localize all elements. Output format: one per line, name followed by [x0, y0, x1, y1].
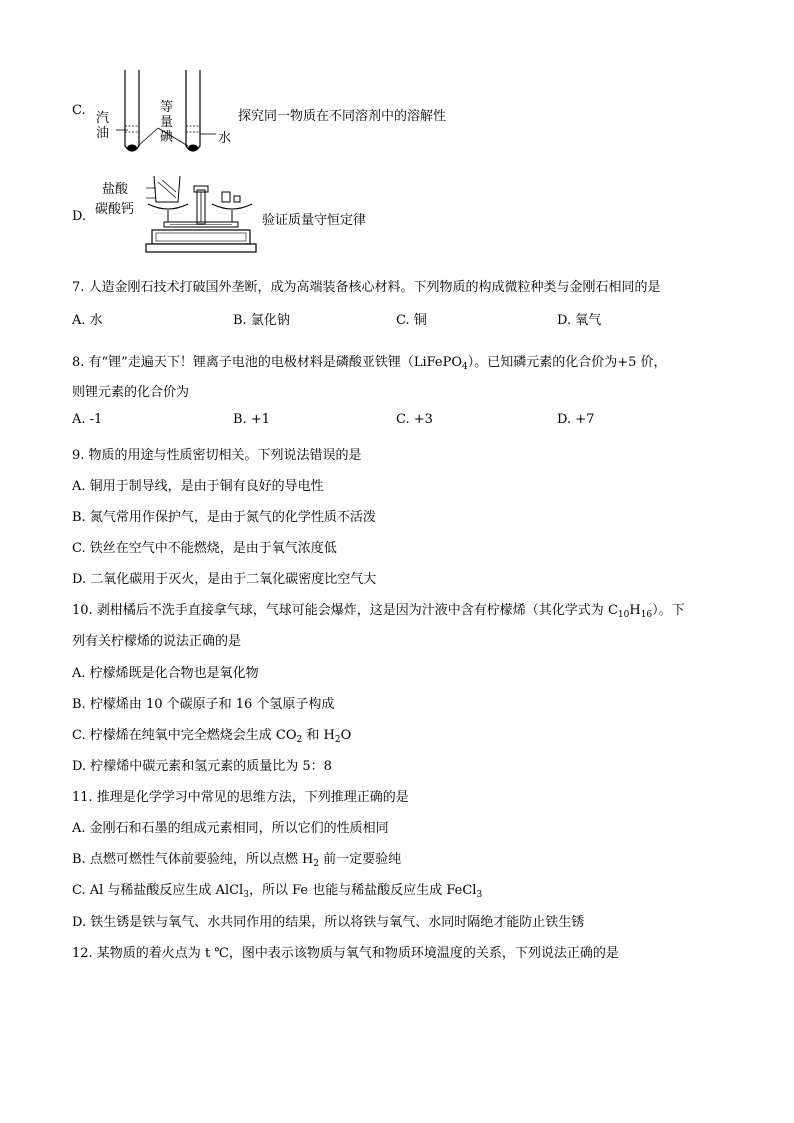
q10-option-c-text2: 和 H	[302, 728, 335, 743]
q9-option-a: A. 铜用于制导线，是由于铜有良好的导电性	[72, 479, 324, 494]
q10-option-c	[72, 724, 351, 745]
q6-c-label-water: 水	[218, 131, 232, 146]
q10-option-b: B. 柠檬烯由 10 个碳原子和 16 个氢原子构成	[72, 697, 335, 712]
q8-stem-text: 8. 有“锂”走遍天下！锂离子电池的电极材料是磷酸亚铁锂（LiFePO	[72, 355, 463, 370]
q7-stem: 7. 人造金刚石技术打破国外垄断，成为高端装备核心材料。下列物质的构成微粒种类与金刚石相同的是	[72, 280, 661, 295]
q6-d-letter: D.	[72, 209, 87, 224]
q8-stem-text-end: ）。已知磷元素的化合价为+5 价，	[467, 355, 667, 370]
q7-option-b: B. 氯化钠	[233, 313, 290, 328]
q10-stem-text-end: ）。下	[652, 603, 685, 618]
q10-option-c-text3: O	[340, 728, 352, 743]
q11-option-d: D. 铁生锈是铁与氧气、水共同作用的结果，所以将铁与氧气、水同时隔绝才能防止铁生锈	[72, 915, 585, 930]
test-tube-left	[125, 70, 139, 152]
q11-option-b-text: B. 点燃可燃性气体前要验纯，所以点燃 H	[72, 852, 314, 867]
q9-option-d: D. 二氧化碳用于灭火，是由于二氧化碳密度比空气大	[72, 572, 377, 587]
q10-subscript-h: 16	[640, 610, 653, 620]
label-char: 油	[96, 126, 110, 141]
q9-stem: 9. 物质的用途与性质密切相关。下列说法错误的是	[72, 448, 362, 463]
q11-option-c-sub1: 3	[243, 890, 249, 900]
q10-option-a: A. 柠檬烯既是化合物也是氧化物	[72, 666, 259, 681]
q10-option-c-text: C. 柠檬烯在纯氧中完全燃烧会生成 CO	[72, 728, 297, 743]
label-char: 量	[160, 115, 174, 130]
q10-subscript-c: 10	[617, 610, 630, 620]
test-tube-right	[186, 70, 200, 152]
q8-option-c: C. +3	[396, 412, 433, 427]
q11-option-c	[72, 879, 482, 900]
q10-option-c-sub1: 2	[296, 735, 303, 745]
q11-option-b	[72, 848, 401, 869]
q6-d-label-caco3: 碳酸钙	[95, 202, 135, 217]
q8-stem-line2: 则锂元素的化合价为	[72, 385, 190, 400]
label-char: 等	[160, 100, 174, 115]
q12-stem: 12. 某物质的着火点为 t ℃，图中表示该物质与氧气和物质环境温度的关系，下列说法正确的是	[72, 946, 619, 961]
q8-stem-line1	[72, 351, 667, 372]
q7-option-a: A. 水	[72, 313, 103, 328]
q10-stem-line1	[72, 599, 685, 620]
q10-option-d: D. 柠檬烯中碳元素和氢元素的质量比为 5：8	[72, 759, 332, 774]
q10-stem-line2: 列有关柠檬烯的说法正确的是	[72, 634, 242, 649]
label-char: 碘	[160, 130, 174, 145]
q11-option-b-sub: 2	[313, 859, 320, 869]
q10-stem-text: 10. 剥柑橘后不洗手直接拿气球，气球可能会爆炸，这是因为汁液中含有柠檬烯（其化学式为 C	[72, 603, 618, 618]
q11-option-c-text: C. Al 与稀盐酸反应生成 AlCl	[72, 883, 244, 898]
q7-option-c: C. 铜	[396, 313, 427, 328]
q6-c-text: 探究同一物质在不同溶剂中的溶解性	[238, 109, 447, 124]
q6-d-label-hcl: 盐酸	[102, 182, 129, 197]
beaker	[146, 176, 180, 202]
q11-stem: 11. 推理是化学学习中常见的思维方法，下列推理正确的是	[72, 790, 409, 805]
q11-option-c-sub2: 3	[476, 890, 483, 900]
q11-option-b-text2: 前一定要验纯	[319, 852, 402, 867]
q9-option-c: C. 铁丝在空气中不能燃烧，是由于氧气浓度低	[72, 541, 337, 556]
q11-option-c-text2: ，所以 Fe 也能与稀盐酸反应生成 FeCl	[248, 883, 477, 898]
q6-c-label-iodine	[160, 100, 176, 145]
q8-option-a: A. -1	[72, 412, 103, 427]
q11-option-a: A. 金刚石和石墨的组成元素相同，所以它们的性质相同	[72, 821, 389, 836]
q10-formula-h: H	[629, 603, 641, 618]
q8-subscript: 4	[462, 362, 468, 372]
q10-option-c-sub2: 2	[334, 735, 341, 745]
q6-c-letter: C.	[72, 103, 86, 118]
q8-option-d: D. +7	[557, 412, 595, 427]
q6-c-label-gasoline	[96, 111, 112, 141]
q7-option-d: D. 氧气	[557, 313, 602, 328]
q9-option-b: B. 氮气常用作保护气，是由于氮气的化学性质不活泼	[72, 510, 376, 525]
label-char: 汽	[96, 111, 110, 126]
q6-d-balance-figure	[140, 168, 260, 260]
q6-d-text: 验证质量守恒定律	[262, 213, 367, 228]
q8-option-b: B. +1	[233, 412, 270, 427]
